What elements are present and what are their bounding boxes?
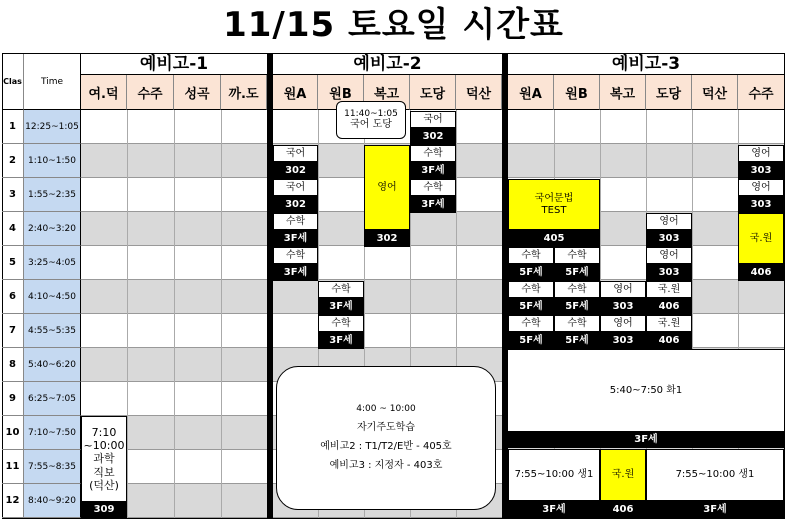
- row-time: 7:10~7:50: [24, 416, 81, 450]
- room-cell: 3F세: [410, 196, 456, 213]
- room-cell: 3F세: [273, 230, 318, 247]
- row-time: 1:10~1:50: [24, 144, 81, 178]
- bio-block: 7:55~10:00 생1: [646, 449, 784, 501]
- subject-cell: 영어: [364, 145, 410, 230]
- room-cell: 302: [273, 196, 318, 213]
- row-time: 7:55~8:35: [24, 450, 81, 484]
- row-number: 4: [2, 212, 24, 246]
- room-cell: 303: [646, 264, 692, 281]
- room-cell: 406: [646, 298, 692, 315]
- row-time: 1:55~2:35: [24, 178, 81, 212]
- room-cell: 405: [508, 230, 600, 247]
- subject-cell: 국.원: [646, 281, 692, 298]
- room-cell: 302: [273, 162, 318, 179]
- row-number: 8: [2, 348, 24, 382]
- subject-cell: 수학: [410, 145, 456, 162]
- row-number: 9: [2, 382, 24, 416]
- col-header: 원B: [318, 75, 364, 110]
- row-number: 6: [2, 280, 24, 314]
- sci-time: 7:10: [91, 426, 117, 440]
- room-cell: 406: [646, 332, 692, 349]
- note-subject: 국어 도당: [350, 119, 392, 131]
- col-header: 도당: [646, 75, 692, 110]
- grid-line: [127, 110, 128, 518]
- sci-time: ~10:00: [83, 439, 125, 453]
- self-study-info: 예비고3 : 지정자 - 403호: [329, 460, 443, 472]
- subject-cell: 국어: [410, 111, 456, 128]
- room-cell: 406: [600, 501, 646, 518]
- room-cell: 5F세: [554, 332, 600, 349]
- row-time: 4:10~4:50: [24, 280, 81, 314]
- subject-cell: 수학: [410, 179, 456, 196]
- grid-line: [174, 110, 175, 518]
- self-study-info: 예비고2 : T1/T2/E반 - 405호: [320, 441, 452, 453]
- sci-block: [81, 416, 127, 502]
- row-number: 7: [2, 314, 24, 348]
- col-header: 원A: [508, 75, 554, 110]
- time-header: Time: [24, 54, 81, 110]
- col-header: 복고: [600, 75, 646, 110]
- room-cell: 5F세: [554, 264, 600, 281]
- test-block: [508, 179, 600, 230]
- room-cell: 3F세: [646, 501, 784, 518]
- room-cell: 302: [410, 128, 456, 145]
- test-label: TEST: [541, 204, 567, 216]
- room-cell: 5F세: [508, 264, 554, 281]
- subject-cell: 국.원: [646, 315, 692, 332]
- subject-cell: 수학: [508, 247, 554, 264]
- row-number: 5: [2, 246, 24, 280]
- row-time: 4:55~5:35: [24, 314, 81, 348]
- bio-block: 7:55~10:00 생1: [508, 449, 600, 501]
- sci-subject: 직보: [93, 465, 115, 479]
- room-cell: 303: [738, 196, 784, 213]
- subject-cell: 국어: [273, 145, 318, 162]
- room-cell: 5F세: [554, 298, 600, 315]
- room-cell: 3F세: [318, 298, 364, 315]
- subject-cell: 수학: [508, 315, 554, 332]
- subject-cell: 국.원: [738, 213, 784, 264]
- page-title: 11/15 토요일 시간표: [223, 5, 564, 45]
- col-header: 성곡: [174, 75, 221, 110]
- col-header: 원B: [554, 75, 600, 110]
- col-header: 복고: [364, 75, 410, 110]
- room-cell: 303: [738, 162, 784, 179]
- subject-cell: 수학: [273, 213, 318, 230]
- subject-cell: 수학: [554, 247, 600, 264]
- col-header: 까.도: [221, 75, 267, 110]
- subject-cell: 수학: [273, 247, 318, 264]
- self-study-title: 자기주도학습: [357, 422, 415, 434]
- row-time: 6:25~7:05: [24, 382, 81, 416]
- room-cell: 3F세: [410, 162, 456, 179]
- room-cell: 3F세: [508, 431, 784, 448]
- col-header: 수주: [738, 75, 784, 110]
- row-time: 2:40~3:20: [24, 212, 81, 246]
- row-background: [273, 280, 502, 314]
- row-number: 12: [2, 484, 24, 518]
- room-cell: 303: [600, 298, 646, 315]
- sci-place: (덕산): [89, 478, 119, 492]
- room-cell: 5F세: [508, 298, 554, 315]
- room-cell: 302: [364, 230, 410, 247]
- subject-cell: 영어: [738, 145, 784, 162]
- subject-cell: 영어: [646, 213, 692, 230]
- col-header: 덕산: [456, 75, 502, 110]
- subject-cell: 수학: [554, 281, 600, 298]
- room-cell: 309: [81, 502, 127, 518]
- col-header: 덕산: [692, 75, 738, 110]
- room-cell: 3F세: [508, 501, 600, 518]
- row-background: [273, 314, 502, 348]
- row-time: 3:25~4:05: [24, 246, 81, 280]
- col-header: 원A: [273, 75, 318, 110]
- room-cell: 3F세: [318, 332, 364, 349]
- subject-cell: 수학: [554, 315, 600, 332]
- room-cell: 406: [738, 264, 784, 281]
- grid-line: [221, 110, 222, 518]
- note-time: 11:40~1:05: [344, 108, 398, 119]
- col-header: 수주: [127, 75, 174, 110]
- room-cell: 303: [646, 230, 692, 247]
- room-cell: 5F세: [508, 332, 554, 349]
- col-header: 여.덕: [81, 75, 127, 110]
- subject-cell: 수학: [318, 281, 364, 298]
- note-popup: [336, 101, 406, 139]
- subject-cell: 수학: [318, 315, 364, 332]
- subject-cell: 영어: [600, 315, 646, 332]
- subject-cell: 영어: [738, 179, 784, 196]
- subject-cell: 영어: [646, 247, 692, 264]
- subject-cell: 수학: [508, 281, 554, 298]
- section-divider: [267, 54, 273, 519]
- row-number: 2: [2, 144, 24, 178]
- test-subject: 국어문법: [534, 192, 574, 204]
- subject-cell: 영어: [600, 281, 646, 298]
- row-time: 12:25~1:05: [24, 110, 81, 144]
- room-cell: 303: [600, 332, 646, 349]
- col-header: 도당: [410, 75, 456, 110]
- row-time: 8:40~9:20: [24, 484, 81, 518]
- row-number: 3: [2, 178, 24, 212]
- self-study-box: [276, 366, 496, 510]
- self-study-time: 4:00 ~ 10:00: [356, 403, 416, 414]
- row-number: 1: [2, 110, 24, 144]
- section-title-3: 예비고-3: [508, 54, 784, 75]
- section-title-2: 예비고-2: [273, 54, 502, 75]
- chem-block: 5:40~7:50 화1: [508, 349, 784, 431]
- row-number: 11: [2, 450, 24, 484]
- row-number: 10: [2, 416, 24, 450]
- subject-cell: 국어: [273, 179, 318, 196]
- subject-cell: 국.원: [600, 449, 646, 501]
- sci-subject: 과학: [93, 452, 115, 466]
- room-cell: 3F세: [273, 264, 318, 281]
- row-time: 5:40~6:20: [24, 348, 81, 382]
- clas-header: Clas: [2, 54, 24, 110]
- section-title-1: 예비고-1: [81, 54, 267, 75]
